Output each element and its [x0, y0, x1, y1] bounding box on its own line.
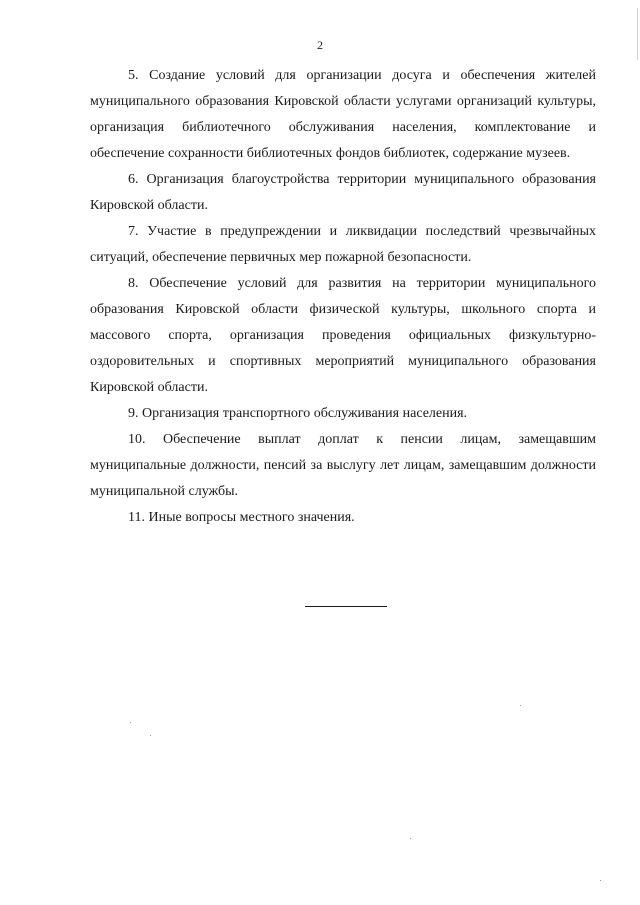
- list-item: 7. Участие в предупреждении и ликвидации последствий чрезвычайных ситуаций, обеспечение первичных мер пожарной безопасности.: [90, 224, 596, 265]
- scan-speck: [410, 838, 411, 839]
- page-number: 2: [317, 38, 323, 52]
- list-item: 5. Создание условий для организации досуга и обеспечения жителей муниципального образования Кировской области услугами организаций культуры, организация библиотечного обслуживания населения, комплектование и обеспечение сохранности библиотечных фондов библиотек, содержание музеев.: [90, 68, 596, 161]
- list-item: 8. Обеспечение условий для развития на территории муниципального образования Кировской области физической культуры, школьного спорта и массового спорта, организация проведения официальных физкультурно-оздоровительных и спортивных мероприятий муниципального образования Кировской области.: [90, 276, 596, 395]
- end-separator-line: [305, 606, 387, 607]
- scan-speck: [130, 722, 131, 723]
- list-item: 9. Организация транспортного обслуживания населения.: [128, 406, 468, 421]
- scan-speck: [150, 735, 151, 736]
- scan-speck: [600, 880, 601, 881]
- list-item: 11. Иные вопросы местного значения.: [128, 510, 355, 525]
- document-body: [90, 63, 596, 531]
- list-item: 6. Организация благоустройства территории муниципального образования Кировской области.: [90, 172, 596, 213]
- scan-speck: [520, 705, 521, 706]
- scan-edge-mark: [637, 8, 638, 60]
- list-item: 10. Обеспечение выплат доплат к пенсии лицам, замещавшим муниципальные должности, пенсий за выслугу лет лицам, замещавшим должности муниципальной службы.: [90, 432, 596, 499]
